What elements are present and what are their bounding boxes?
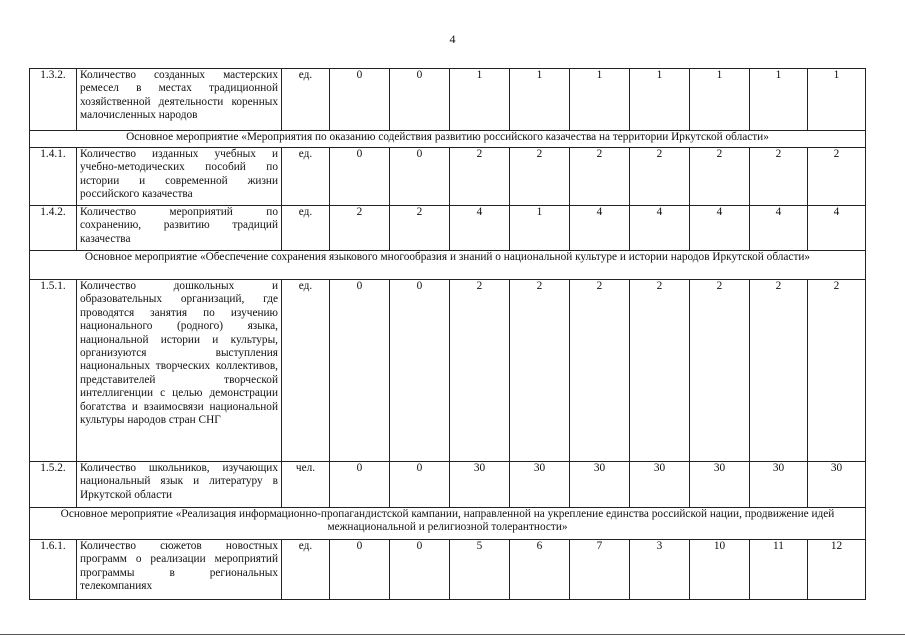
indicator-value: 0 [390,148,450,206]
section-header-row [30,251,866,280]
indicator-value: 1 [630,69,690,131]
indicator-value: 4 [808,206,866,251]
indicator-value: 2 [808,148,866,206]
indicator-value: 2 [510,148,570,206]
indicator-value: 0 [390,462,450,508]
indicator-value: 0 [330,69,390,131]
indicator-value: 30 [450,462,510,508]
indicator-value: 1 [808,69,866,131]
indicator-value: 4 [450,206,510,251]
unit-of-measure: ед. [282,206,330,251]
table-row [30,69,866,131]
indicator-value: 0 [330,540,390,600]
indicator-value: 1 [690,69,750,131]
indicator-description: Количество мероприятий по сохранению, развитию традиций казачества [77,206,282,251]
indicator-value: 2 [330,206,390,251]
indicator-value: 2 [630,280,690,462]
indicator-value: 5 [450,540,510,600]
indicator-value: 2 [450,148,510,206]
indicator-value: 2 [570,148,630,206]
indicator-value: 2 [570,280,630,462]
table-row [30,462,866,508]
indicator-value: 1 [450,69,510,131]
indicator-value: 1 [750,69,808,131]
indicator-value: 2 [690,148,750,206]
indicator-value: 0 [330,280,390,462]
unit-of-measure: чел. [282,462,330,508]
indicator-value: 2 [750,148,808,206]
indicator-value: 4 [750,206,808,251]
section-title: Основное мероприятие «Реализация информационно-пропагандистской кампании, направленной на укрепление единства российской нации, продвижение идей межнациональной и религиозной толерантности» [30,508,866,540]
section-header-row [30,131,866,148]
indicator-value: 2 [808,280,866,462]
indicator-description: Количество изданных учебных и учебно-методических пособий по истории и современной жизни российского казачества [77,148,282,206]
indicator-description: Количество сюжетов новостных программ о реализации мероприятий программы в региональных телекомпаниях [77,540,282,600]
indicator-value: 10 [690,540,750,600]
indicator-value: 7 [570,540,630,600]
indicator-value: 2 [690,280,750,462]
indicator-value: 30 [750,462,808,508]
table-body [30,69,866,600]
indicator-value: 1 [510,206,570,251]
table-row [30,280,866,462]
indicator-value: 2 [390,206,450,251]
indicator-value: 2 [630,148,690,206]
indicator-value: 0 [330,462,390,508]
table-row [30,540,866,600]
unit-of-measure: ед. [282,280,330,462]
indicator-value: 1 [510,69,570,131]
indicator-value: 0 [390,280,450,462]
indicator-value: 2 [510,280,570,462]
indicator-value: 4 [690,206,750,251]
indicator-value: 2 [450,280,510,462]
section-title: Основное мероприятие «Обеспечение сохранения языкового многообразия и знаний о национальной культуре и истории народов Иркутской области» [30,251,866,280]
indicator-value: 30 [570,462,630,508]
indicator-code: 1.5.2. [30,462,77,508]
indicator-value: 30 [630,462,690,508]
indicator-value: 30 [808,462,866,508]
indicator-value: 6 [510,540,570,600]
unit-of-measure: ед. [282,148,330,206]
indicator-code: 1.3.2. [30,69,77,131]
indicator-code: 1.4.2. [30,206,77,251]
indicator-description: Количество дошкольных и образовательных организаций, где проводятся занятия по изучению национального (родного) языка, национальной истории и культуры, организуются выступления национальных творческих коллективов, представителей творческой интеллигенции с целью демонстрации богатства и взаимосвязи национальной культуры народов стран СНГ [77,280,282,462]
indicator-value: 1 [570,69,630,131]
indicators-table [29,68,866,600]
indicator-value: 30 [510,462,570,508]
page-number: 4 [449,32,456,46]
indicator-description: Количество школьников, изучающих национальный язык и литературу в Иркутской области [77,462,282,508]
unit-of-measure: ед. [282,540,330,600]
indicator-value: 3 [630,540,690,600]
indicator-value: 0 [390,69,450,131]
unit-of-measure: ед. [282,69,330,131]
indicator-code: 1.6.1. [30,540,77,600]
indicator-value: 2 [750,280,808,462]
indicator-value: 11 [750,540,808,600]
indicator-code: 1.5.1. [30,280,77,462]
table-row [30,206,866,251]
section-title: Основное мероприятие «Мероприятия по оказанию содействия развитию российского казачества на территории Иркутской области» [30,131,866,148]
page-bottom-border [0,634,905,635]
indicator-value: 4 [630,206,690,251]
indicator-value: 0 [330,148,390,206]
indicator-value: 4 [570,206,630,251]
indicator-value: 30 [690,462,750,508]
indicator-value: 12 [808,540,866,600]
table-row [30,148,866,206]
indicator-description: Количество созданных мастерских ремесел в местах традиционной хозяйственной деятельности коренных малочисленных народов [77,69,282,131]
section-header-row [30,508,866,540]
indicator-value: 0 [390,540,450,600]
indicator-code: 1.4.1. [30,148,77,206]
